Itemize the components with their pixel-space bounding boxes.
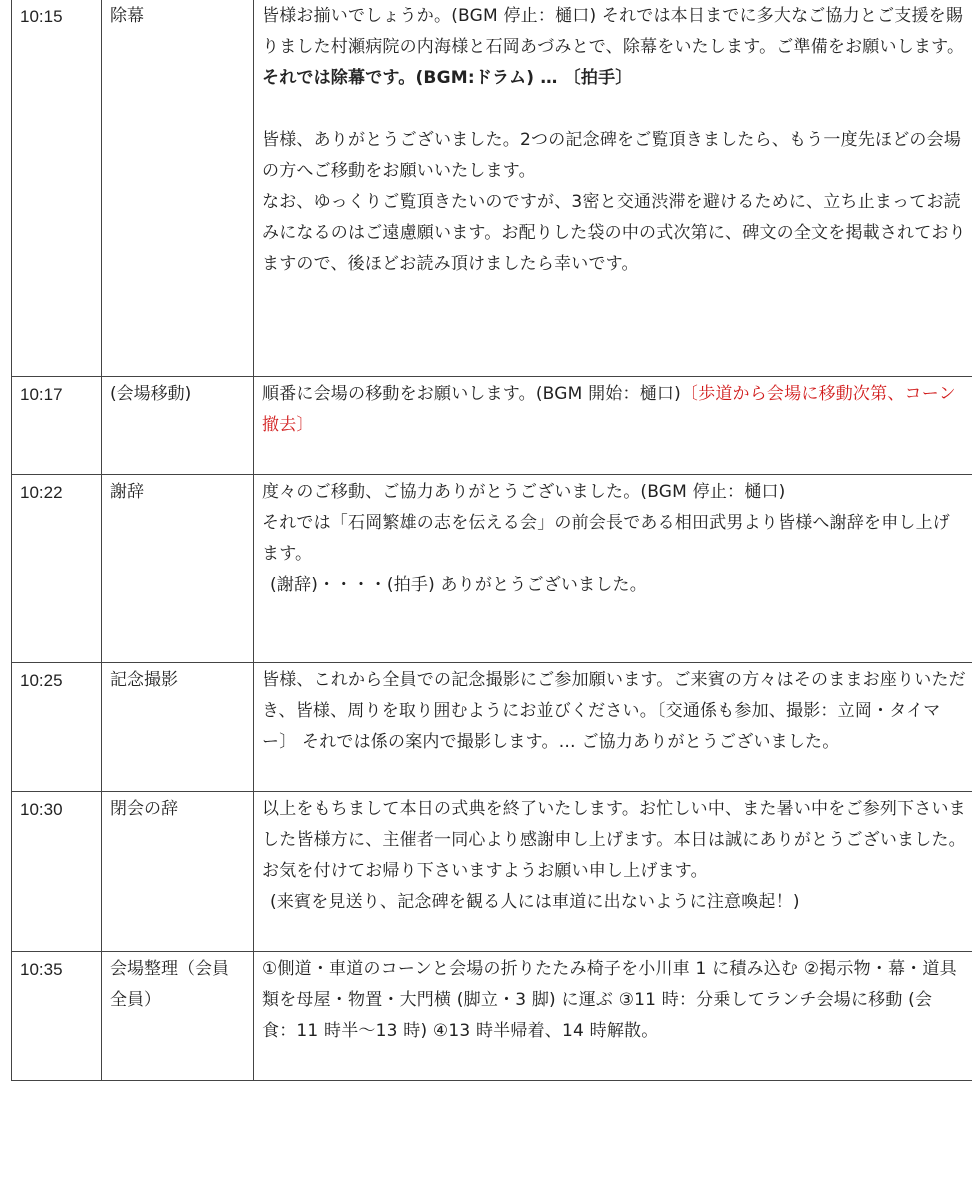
time-cell: 10:25	[12, 663, 102, 792]
table-row	[12, 0, 972, 377]
description-cell	[254, 377, 972, 475]
description-text: 以上をもちまして本日の式典を終了いたします。お忙しい中、また暑い中をご参列下さいました皆様方に、主催者一同心より感謝申し上げます。本日は誠にありがとうございました。	[262, 799, 966, 850]
description-text: (来賓を見送り、記念碑を観る人には車道に出ないように注意喚起！)	[270, 892, 800, 912]
table-row	[12, 663, 972, 792]
item-cell: 会場整理（会員全員）	[102, 952, 254, 1081]
blank-line	[262, 94, 966, 125]
description-cell	[254, 792, 972, 952]
description-text: 度々のご移動、ご協力ありがとうございました。(BGM 停止：樋口)	[262, 482, 786, 502]
description-text: なお、ゆっくりご覧頂きたいのですが、3密と交通渋滞を避けるために、立ち止まってお読みになるのはご遠慮願います。お配りした袋の中の式次第に、碑文の全文を掲載されておりますので、後ほどお読み頂けましたら幸いです。	[262, 192, 966, 274]
description-text: 順番に会場の移動をお願いします。(BGM 開始：樋口)	[262, 384, 681, 404]
time-cell: 10:30	[12, 792, 102, 952]
ceremony-schedule-table	[11, 0, 972, 1081]
description-text: お気を付けてお帰り下さいますようお願い申し上げます。	[262, 861, 708, 881]
item-cell: (会場移動)	[102, 377, 254, 475]
description-text: 皆様お揃いでしょうか。(BGM 停止：樋口) それでは本日までに多大なご協力とご支援を賜りました村瀬病院の内海様と石岡あづみとで、除幕をいたします。ご準備をお願いします。	[262, 6, 965, 57]
description-cell: 皆様、これから全員での記念撮影にご参加願います。ご来賓の方々はそのままお座りいただき、皆様、周りを取り囲むようにお並びください。〔交通係も参加、撮影：立岡・タイマー〕 それでは係の案内で撮影します。… ご協力ありがとうございました。	[254, 663, 972, 792]
description-cell	[254, 475, 972, 663]
unveiling-cue: それでは除幕です。(BGM:ドラム) … 〔拍手〕	[262, 68, 633, 88]
table-row	[12, 792, 972, 952]
table-row	[12, 475, 972, 663]
table-row	[12, 377, 972, 475]
table-row	[12, 952, 972, 1081]
time-cell: 10:35	[12, 952, 102, 1081]
description-cell	[254, 0, 972, 377]
time-cell: 10:15	[12, 0, 102, 377]
item-cell: 記念撮影	[102, 663, 254, 792]
description-cell: ①側道・車道のコーンと会場の折りたたみ椅子を小川車 1 に積み込む ②掲示物・幕・道具類を母屋・物置・大門横 (脚立・3 脚) に運ぶ ③11 時：分乗してランチ会場に移動 (会食：11 時半～13 時) ④13 時半帰着、14 時解散。	[254, 952, 972, 1081]
description-text: それでは「石岡繁雄の志を伝える会」の前会長である相田武男より皆様へ謝辞を申し上げます。	[262, 513, 950, 564]
staff-note: 〔歩道から会場に移動次第、コーン撤去〕	[262, 384, 956, 435]
item-cell: 謝辞	[102, 475, 254, 663]
item-cell: 閉会の辞	[102, 792, 254, 952]
time-cell: 10:22	[12, 475, 102, 663]
description-text: (謝辞)・・・・(拍手) ありがとうございました。	[270, 575, 647, 595]
time-cell: 10:17	[12, 377, 102, 475]
description-text: 皆様、ありがとうございました。2つの記念碑をご覧頂きましたら、もう一度先ほどの会場の方へご移動をお願いいたします。	[262, 130, 962, 181]
item-cell: 除幕	[102, 0, 254, 377]
